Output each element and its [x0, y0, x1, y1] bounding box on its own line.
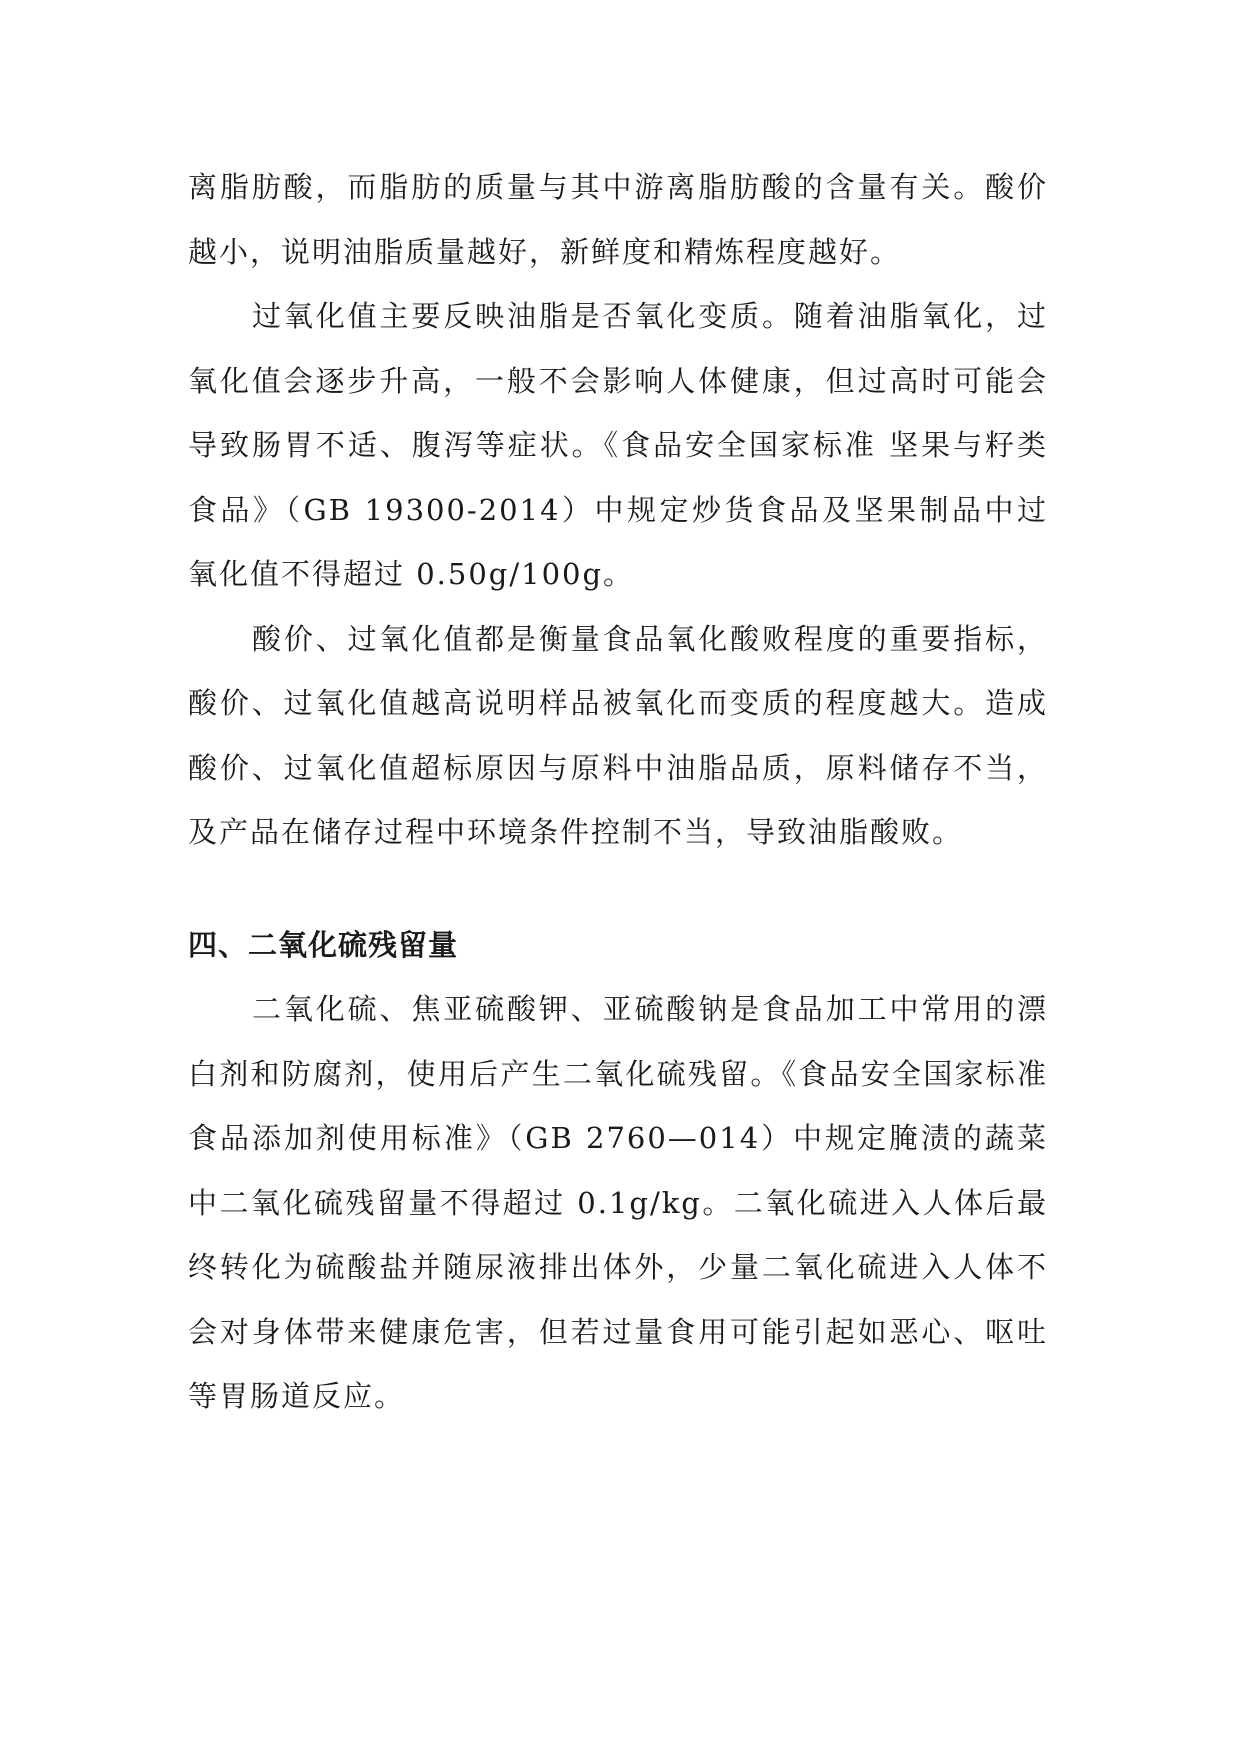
section-heading-sulfur-dioxide: 四、二氧化硫残留量 — [188, 927, 459, 962]
paragraph-peroxide-value: 过氧化值主要反映油脂是否氧化变质。随着油脂氧化，过氧化值会逐步升高，一般不会影响人体健康，但过高时可能会导致肠胃不适、腹泻等症状。《食品安全国家标准 坚果与籽类食品》（GB 19300-2014）中规定炒货食品及坚果制品中过氧化值不得超过 0.50g/100g。 — [188, 299, 1048, 591]
paragraph-acid-value-conclusion: 离脂肪酸，而脂肪的质量与其中游离脂肪酸的含量有关。酸价越小，说明油脂质量越好，新鲜度和精炼程度越好。 — [188, 170, 1048, 269]
document-body — [188, 155, 1048, 1429]
paragraph-sulfur-dioxide: 二氧化硫、焦亚硫酸钾、亚硫酸钠是食品加工中常用的漂白剂和防腐剂，使用后产生二氧化硫残留。《食品安全国家标准食品添加剂使用标准》（GB 2760—014）中规定腌渍的蔬菜中二氧化硫残留量不得超过 0.1g/kg。二氧化硫进入人体后最终转化为硫酸盐并随尿液排出体外，少量二氧化硫进入人体不会对身体带来健康危害，但若过量食用可能引起如恶心、呕吐等胃肠道反应。 — [188, 992, 1048, 1413]
paragraph-oxidation-indicators: 酸价、过氧化值都是衡量食品氧化酸败程度的重要指标，酸价、过氧化值越高说明样品被氧化而变质的程度越大。造成酸价、过氧化值超标原因与原料中油脂品质，原料储存不当，及产品在储存过程中环境条件控制不当，导致油脂酸败。 — [188, 621, 1048, 849]
